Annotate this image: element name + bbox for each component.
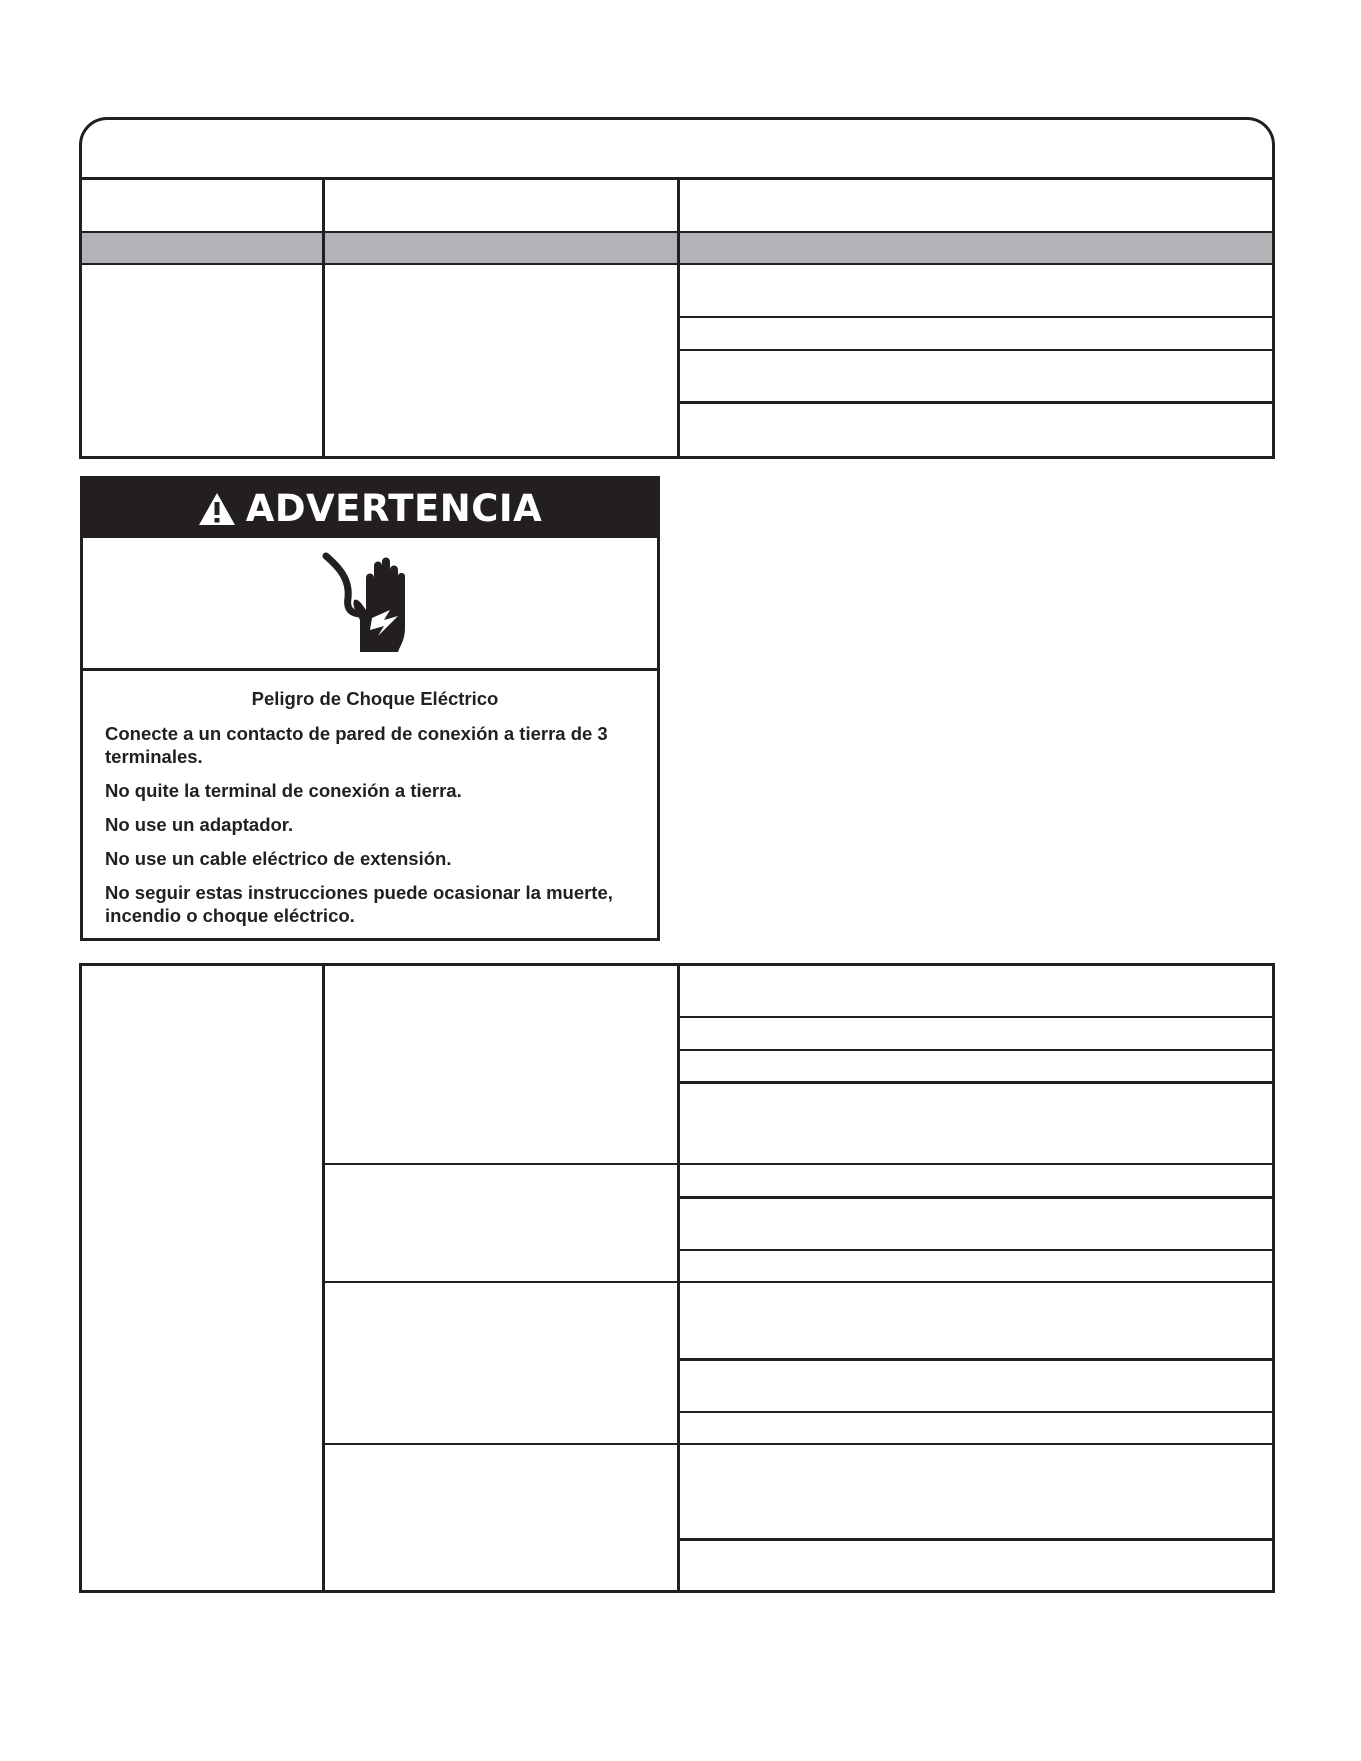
warning-line: No seguir estas instrucciones puede ocasionar la muerte, incendio o choque eléctrico. — [105, 882, 613, 926]
top-table-column-divider — [322, 177, 325, 459]
top-table-row-rule — [679, 401, 1275, 404]
top-table-column-divider — [677, 177, 680, 459]
warning-line: No use un adaptador. — [105, 814, 294, 835]
warning-signal-bar — [83, 479, 657, 538]
top-table-title-bar — [79, 117, 1275, 181]
bottom-table-row-rule — [679, 1049, 1275, 1051]
bottom-table-column-divider — [677, 963, 680, 1593]
bottom-table-row-rule — [679, 1538, 1275, 1541]
warning-heading: Peligro de Choque Eléctrico — [251, 688, 499, 709]
bottom-table-group-rule — [324, 1163, 1275, 1165]
bottom-table-row-rule — [679, 1358, 1275, 1361]
warning-line: Conecte a un contacto de pared de conexión a tierra de 3 terminales. — [105, 723, 608, 767]
bottom-table-group-rule — [324, 1443, 1275, 1445]
top-table-row-rule — [679, 349, 1275, 351]
warning-line: No quite la terminal de conexión a tierra. — [105, 780, 462, 801]
hazard-symbol-area — [83, 538, 657, 671]
electric-shock-warning — [80, 476, 660, 941]
bottom-table-row-rule — [679, 1411, 1275, 1413]
bottom-table-row-rule — [679, 1081, 1275, 1084]
bottom-table-row-rule — [679, 1196, 1275, 1199]
bottom-table-row-rule — [679, 1016, 1275, 1018]
bottom-table-row-rule — [679, 1249, 1275, 1251]
bottom-table-column-divider — [322, 963, 325, 1593]
electric-shock-hand-icon — [320, 548, 420, 658]
warning-message — [105, 687, 645, 938]
warning-line: No use un cable eléctrico de extensión. — [105, 848, 452, 869]
warning-triangle-icon — [198, 492, 236, 526]
bottom-table-group-rule — [324, 1281, 1275, 1283]
warning-signal-word: ADVERTENCIA — [245, 487, 543, 530]
top-table-row-rule — [679, 316, 1275, 318]
